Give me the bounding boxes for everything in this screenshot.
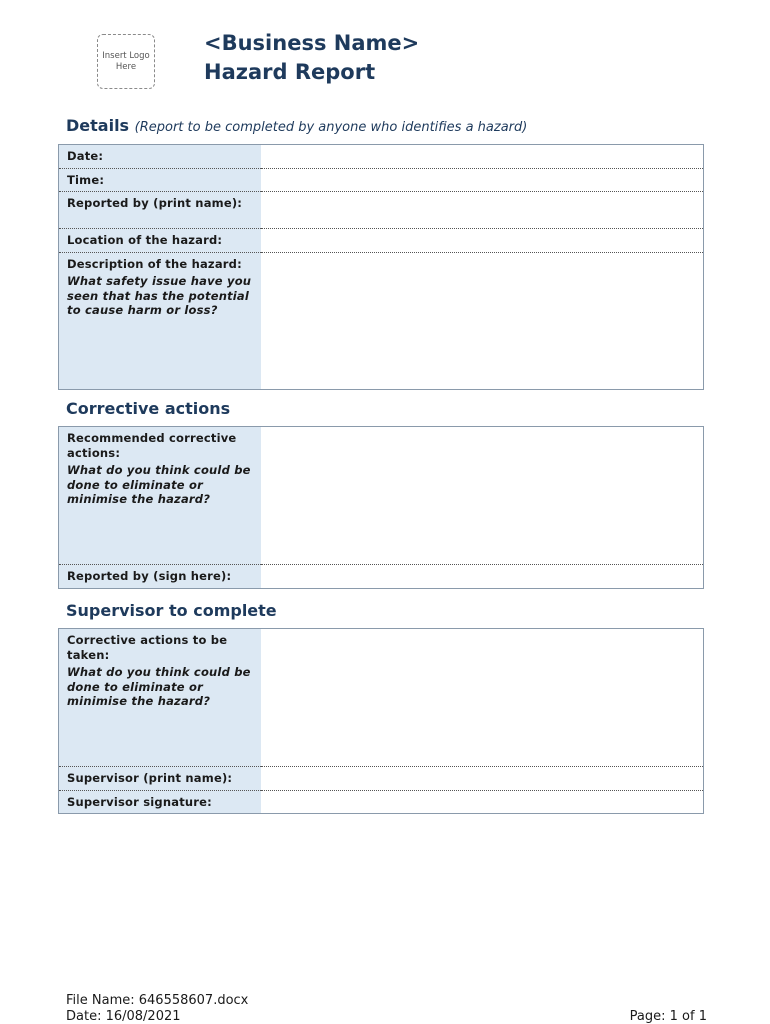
details-table: [58, 144, 704, 390]
corrective-heading: Corrective actions: [66, 399, 231, 418]
reported-by-row: [59, 192, 704, 229]
reported-by-field[interactable]: [261, 192, 704, 229]
date-label: Date:: [59, 145, 261, 169]
supervisor-signature-row: [59, 790, 704, 814]
actions-taken-field[interactable]: [261, 629, 704, 767]
business-name: <Business Name>: [204, 31, 420, 55]
details-note: (Report to be completed by anyone who identifies a hazard): [134, 120, 528, 135]
actions-taken-label-cell: [59, 629, 261, 767]
supervisor-table: [58, 628, 704, 814]
supervisor-name-row: [59, 767, 704, 791]
supervisor-signature-label: Supervisor signature:: [59, 790, 261, 814]
description-field[interactable]: [261, 252, 704, 389]
footer-date: Date: 16/08/2021: [66, 1009, 181, 1024]
actions-taken-row: [59, 629, 704, 767]
actions-taken-label: Corrective actions to be taken:: [67, 633, 228, 662]
location-label: Location of the hazard:: [59, 229, 261, 253]
date-field[interactable]: [261, 145, 704, 169]
reported-by-label: Reported by (print name):: [59, 192, 261, 229]
sign-field[interactable]: [261, 565, 704, 589]
supervisor-signature-field[interactable]: [261, 790, 704, 814]
description-label: Description of the hazard:: [67, 256, 242, 271]
footer-page-number: Page: 1 of 1: [629, 1009, 707, 1024]
recommended-label-cell: [59, 427, 261, 565]
recommended-label: Recommended corrective actions:: [67, 431, 237, 460]
footer-file-name: File Name: 646558607.docx: [66, 993, 249, 1008]
description-hint: What safety issue have you seen that has the potential to cause harm or loss?: [67, 274, 252, 317]
corrective-table: [58, 426, 704, 589]
logo-placeholder[interactable]: Insert Logo Here: [97, 34, 155, 89]
location-field[interactable]: [261, 229, 704, 253]
sign-label: Reported by (sign here):: [59, 565, 261, 589]
description-label-cell: [59, 252, 261, 389]
date-row: [59, 145, 704, 169]
actions-taken-hint: What do you think could be done to eliminate or minimise the hazard?: [67, 665, 251, 708]
details-heading-text: Details: [66, 116, 130, 135]
time-label: Time:: [59, 168, 261, 192]
supervisor-name-field[interactable]: [261, 767, 704, 791]
supervisor-name-label: Supervisor (print name):: [59, 767, 261, 791]
recommended-hint: What do you think could be done to eliminate or minimise the hazard?: [67, 463, 251, 506]
time-field[interactable]: [261, 168, 704, 192]
recommended-row: [59, 427, 704, 565]
recommended-field[interactable]: [261, 427, 704, 565]
description-row: [59, 252, 704, 389]
location-row: [59, 229, 704, 253]
supervisor-heading: Supervisor to complete: [66, 601, 277, 620]
time-row: [59, 168, 704, 192]
report-title: Hazard Report: [204, 60, 376, 84]
sign-row: [59, 565, 704, 589]
details-heading: [66, 116, 527, 135]
